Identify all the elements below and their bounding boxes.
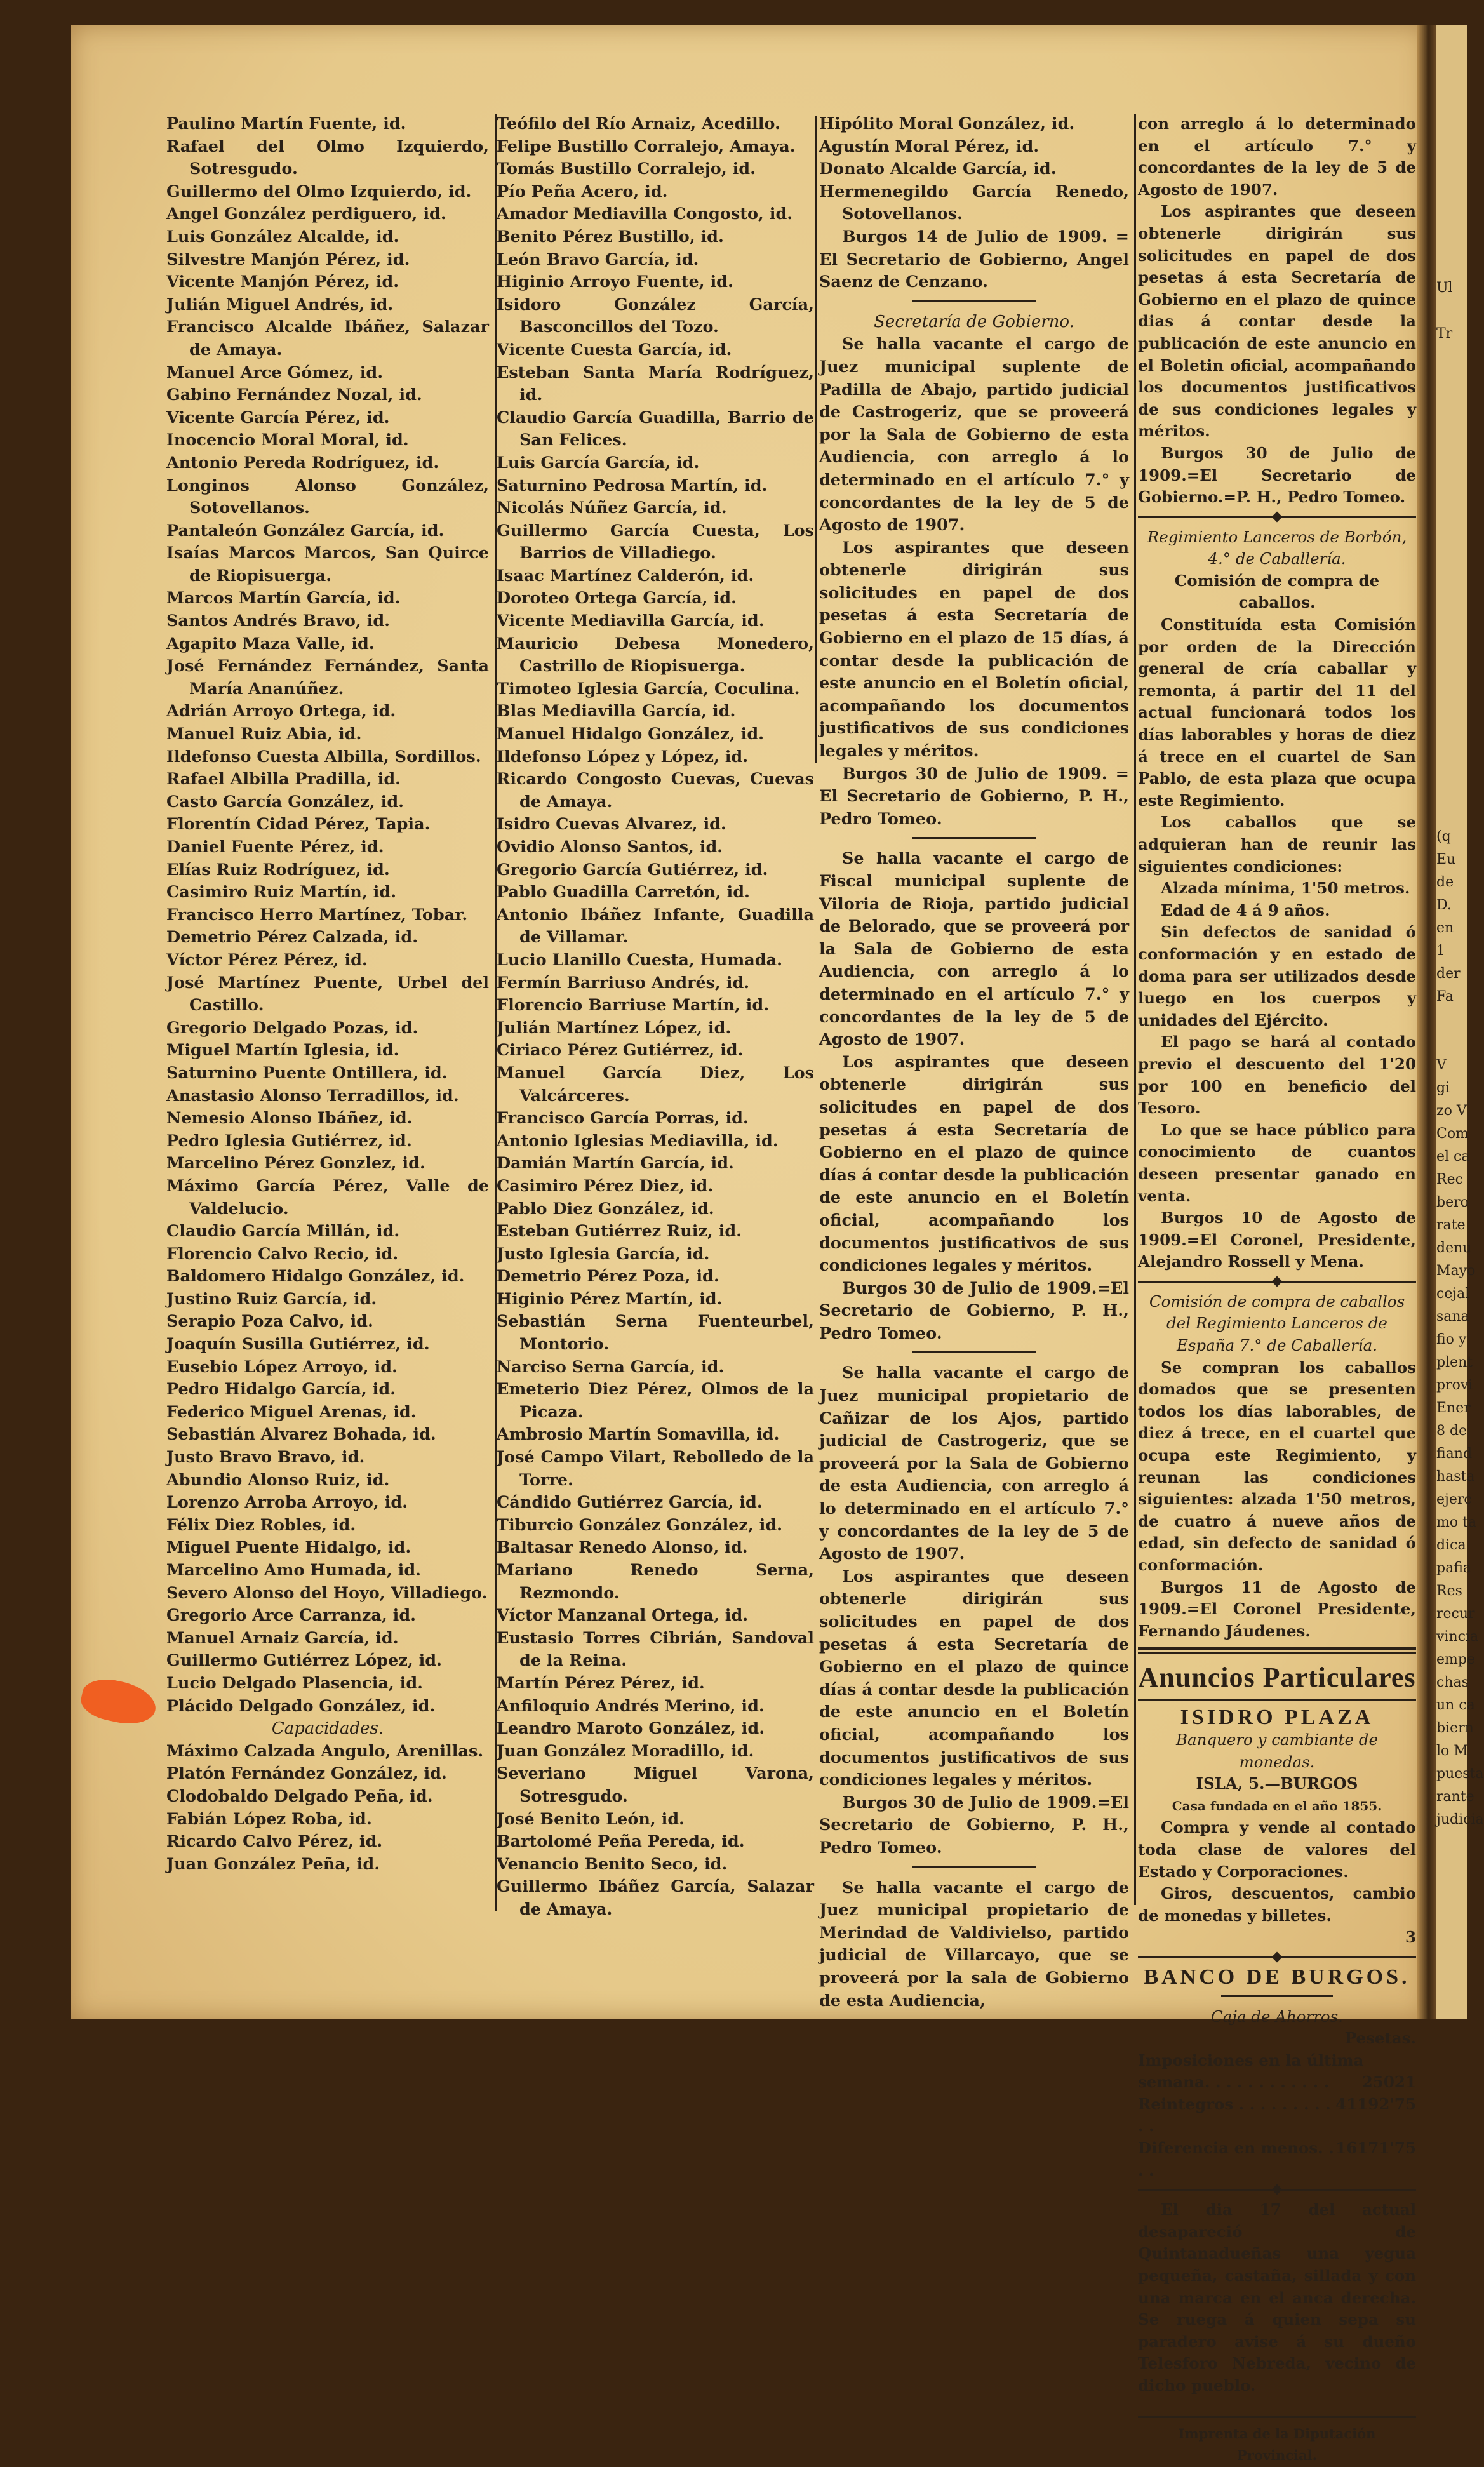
list-item: Adrián Arroyo Ortega, id. [166,702,396,721]
page-fragment [1436,1031,1467,1054]
page-fragment: mo ta [1436,1514,1477,1530]
list-item: Vicente Mediavilla García, id. [497,612,765,631]
paragraph: Sin defectos de sanidad ó conformación y en estado de doma para ser utilizados desde luego en los cuerpos y unidades del Ejército. [1138,923,1416,1029]
paragraph: Se halla vacante el cargo de Juez municipal propietario de Merindad de Valdivielso, partido judicial de Villarcayo, que se proveerá por la sala de Gobierno de esta Audiencia, [819,1878,1129,2010]
list-item: Doroteo Ortega García, id. [497,589,737,608]
paragraph: Burgos 14 de Julio de 1909. = El Secretario de Gobierno, Angel Saenz de Cenzano. [819,227,1129,292]
list-item: José Benito León, id. [497,1809,685,1829]
list-item: Saturnino Pedrosa Martín, id. [497,476,768,495]
printer-imprint: Imprenta de la Diputación Provincial. [1138,2416,1416,2467]
ornamental-divider [1138,1953,1416,1962]
list-item: Severiano Miguel Varona, Sotresgudo. [497,1764,814,1806]
list-item: Bartolomé Peña Pereda, id. [497,1832,745,1852]
list-item: Víctor Pérez Pérez, id. [166,950,368,970]
list-item: Manuel Arce Gómez, id. [166,363,384,382]
divider [912,1351,1036,1353]
list-item: Ciriaco Pérez Gutiérrez, id. [497,1041,744,1060]
list-item: José Campo Vilart, Rebolledo de la Torre. [497,1448,814,1490]
list-item: Gregorio Delgado Pozas, id. [166,1018,418,1038]
ledger-value: 16171'75 [1335,2139,1416,2158]
ornamental-divider [1138,2185,1416,2194]
page-fragment: Com [1436,1126,1469,1142]
page-fragment [1436,94,1467,117]
list-item: Manuel Ruiz Abia, id. [166,725,362,744]
list-item: Felipe Bustillo Corralejo, Amaya. [497,137,796,156]
paragraph: con arreglo á lo determinado en el artículo 7.° y concordantes de la ley de 5 de Agosto de 1907. [1138,114,1416,199]
list-item: Abundio Alonso Ruiz, id. [166,1470,390,1490]
list-item: José Martínez Puente, Urbel del Castillo. [166,973,489,1015]
list-item: Justino Ruiz García, id. [166,1289,377,1309]
page-fragment: Mayo [1436,1263,1476,1279]
page-fragment [1436,208,1467,231]
list-item: Agapito Maza Valle, id. [166,634,375,653]
section-heading: Caja de Ahorros. [1210,2007,1344,2026]
ledger-row [1138,2137,1416,2181]
page-fragment: 8 de [1436,1423,1467,1439]
list-item: Víctor Manzanal Ortega, id. [497,1606,749,1626]
page-fragment: chas [1436,1675,1469,1690]
paragraph: Se halla vacante el cargo de Juez municipal propietario de Cañizar de los Ajos, partido judicial de Castrogeriz, que se proveerá por la Sala de Gobierno de esta Audiencia, con arreglo á lo determinado en el artículo 7.° y concordantes de la ley de 5 de Agosto de 1907. [819,1363,1129,1564]
list-item: Florencio Calvo Recio, id. [166,1244,399,1264]
ledger-label: semana. . . . . . . . . . . . [1138,2073,1330,2092]
list-item: Amador Mediavilla Congosto, id. [497,204,793,224]
list-item: Francisco Alcalde Ibáñez, Salazar de Amaya. [166,318,489,359]
page-fragment [1436,48,1467,71]
page-fragment: Tr [1436,326,1453,342]
section-title: Anuncios Particulares [1138,1662,1416,1694]
page-fragment: puesta [1436,1766,1484,1782]
page-fragment: recur [1436,1606,1475,1622]
list-item: Máximo Calzada Angulo, Arenillas. [166,1741,484,1761]
list-item: Manuel Hidalgo González, id. [497,725,765,744]
list-item: Pablo Guadilla Carretón, id. [497,883,750,902]
page-fragment [1436,711,1467,734]
list-item: Juan González Peña, id. [166,1854,380,1874]
column-4 [1138,113,1416,2467]
divider [1221,1995,1332,1997]
paragraph: Constituída esta Comisión por orden de la Dirección general de cría caballar y remonta, á partir del 11 del actual funcionará todos los días laborables y horas de diez á trece en el cuartel de San Pablo, de esta plaza que ocupa este Regimiento. [1138,615,1416,810]
page-fragment [1436,780,1467,803]
list-item: Claudio García Millán, id. [166,1222,400,1241]
list-item: Tomás Bustillo Corralejo, id. [497,159,756,179]
page-fragment: 1 [1436,943,1445,959]
list-item: Gabino Fernández Nozal, id. [166,385,422,405]
section-heading: Capacidades. [271,1719,384,1739]
divider [912,837,1036,839]
page-binding [1417,25,1436,2019]
paragraph: Burgos 30 de Julio de 1909.=El Secretario de Gobierno, P. H., Pedro Tomeo. [819,1278,1129,1343]
ledger-label: Diferencia en menos. . . . [1138,2139,1334,2179]
list-item: Eustasio Torres Cibrián, Sandoval de la Reina. [497,1628,814,1671]
list-item: Benito Pérez Bustillo, id. [497,227,724,246]
list-item: Blas Mediavilla García, id. [497,702,736,721]
list-item: Isidro Cuevas Alvarez, id. [497,815,726,834]
page-fragment: un ca [1436,1697,1475,1713]
right-text: Pesetas. [1344,2029,1416,2048]
page-fragment: rante [1436,1789,1474,1805]
list-item: Pío Peña Acero, id. [497,182,668,201]
advert-title: ISIDRO PLAZA [1180,1706,1374,1730]
paragraph: El pago se hará al contado previo el descuento del 1'20 por 100 en beneficio del Tesoro. [1138,1033,1416,1118]
list-item: Baltasar Renedo Alonso, id. [497,1538,748,1558]
list-item: Ricardo Calvo Pérez, id. [166,1832,383,1852]
list-item: Elías Ruiz Rodríguez, id. [166,860,390,879]
page-fragment [1436,1008,1467,1031]
list-item: Casto García González, id. [166,792,404,812]
list-item: Luis González Alcalde, id. [166,227,399,246]
list-item: Nicolás Núñez García, id. [497,498,727,518]
list-item: Longinos Alonso González, Sotovellanos. [166,476,489,518]
list-item: Miguel Puente Hidalgo, id. [166,1538,411,1558]
list-item: Timoteo Iglesia García, Coculina. [497,679,800,699]
list-item: José Fernández Fernández, Santa María Ananúñez. [166,657,489,699]
list-item: Lorenzo Arroba Arroyo, id. [166,1493,408,1513]
page-fragment [1436,505,1467,528]
list-item: Saturnino Puente Ontillera, id. [166,1063,448,1083]
list-item: Vicente Cuesta García, id. [497,340,732,359]
list-item: Eusebio López Arroyo, id. [166,1357,398,1377]
list-item: Pablo Diez González, id. [497,1199,714,1219]
list-item: Máximo García Pérez, Valle de Valdelucio. [166,1176,489,1219]
founding-note: Casa fundada en el año 1855. [1172,1798,1382,1814]
list-item: Guillermo del Olmo Izquierdo, id. [166,182,472,201]
page-fragment: Eu [1436,852,1456,867]
ledger-row [1138,2071,1416,2094]
list-item: Fabián López Roba, id. [166,1809,372,1829]
page-fragment: V [1436,1057,1447,1073]
list-item: Vicente García Pérez, id. [166,408,390,427]
list-item: Ovidio Alonso Santos, id. [497,838,723,857]
column-3 [819,113,1129,2012]
ledger-value: 41192'75 [1335,2094,1416,2113]
list-item: Pantaleón González García, id. [166,521,445,540]
page-fragment: plent [1436,1354,1473,1370]
list-item: Rafael Albilla Pradilla, id. [166,770,401,789]
list-item: Esteban Santa María Rodríguez, id. [497,363,814,405]
list-item: Manuel García Diez, Los Valcárceres. [497,1063,814,1106]
list-item: Demetrio Pérez Poza, id. [497,1267,719,1287]
paragraph: Los caballos que se adquieran han de reunir las siguientes condiciones: [1138,813,1416,876]
page-fragment: de [1436,874,1454,890]
page-fragment: zo V [1436,1103,1467,1119]
page-fragment: fio y [1436,1332,1467,1347]
list-item: Venancio Benito Seco, id. [497,1854,728,1874]
list-item: Casimiro Ruiz Martín, id. [166,883,396,902]
page-fragment [1436,643,1467,665]
list-item: Donato Alcalde García, id. [819,159,1057,179]
ledger-label: Reintegros . . . . . . . . . . . [1138,2094,1331,2136]
list-item: Agustín Moral Pérez, id. [819,137,1039,156]
paragraph: Lo que se hace público para conocimiento de cuantos deseen presentar ganado en venta. [1138,1120,1416,1205]
list-item: Emeterio Diez Pérez, Olmos de la Picaza. [497,1380,814,1422]
list-item: Santos Andrés Bravo, id. [166,612,391,631]
page-fragment [1436,483,1467,505]
list-item: Julián Miguel Andrés, id. [166,295,394,314]
list-item: Sebastián Alvarez Bohada, id. [166,1425,436,1445]
list-item: Narciso Serna García, id. [497,1357,725,1377]
page-fragment [1436,345,1467,368]
page-fragment: judicia [1436,1812,1484,1828]
list-item: Mauricio Debesa Monedero, Castrillo de Riopisuerga. [497,634,814,676]
paragraph: El dia 17 del actual desapareció de Quintanadueñas una yegua pequeña, castaña, sillada y con una marca en el anca derecha. Se ruega á quien sepa su paradero avise á su dueño Telesforo Nebreda, vecino de dicho pueblo. [1138,2200,1416,2395]
list-item: Demetrio Pérez Calzada, id. [166,928,418,947]
list-item: Marcelino Amo Humada, id. [166,1561,422,1580]
page-fragment [1436,757,1467,780]
list-item: Florentín Cidad Pérez, Tapia. [166,815,431,834]
paragraph: Los aspirantes que deseen obtenerle dirigirán sus solicitudes en papel de dos pesetas á esta Secretaría de Gobierno en el plazo de quince días á contar desde la publicación de este anuncio en el Boletín oficial, acompañando los documentos justificativos de sus condiciones legales y méritos. [819,1567,1129,1790]
list-item: Higinio Pérez Martín, id. [497,1289,723,1309]
list-item: Antonio Ibáñez Infante, Guadilla de Villamar. [497,905,814,947]
list-item: Marcelino Pérez Gonzlez, id. [166,1154,425,1173]
list-item: Gregorio Arce Carranza, id. [166,1606,417,1626]
list-item: Luis García García, id. [497,453,700,472]
page-fragment: der [1436,966,1461,982]
list-item: Miguel Martín Iglesia, id. [166,1041,399,1060]
list-item: Antonio Iglesias Mediavilla, id. [497,1131,779,1151]
list-item: Teófilo del Río Arnaiz, Acedillo. [497,114,780,133]
right-text: 3 [1405,1928,1416,1947]
page-fragment: Rec [1436,1172,1463,1187]
paragraph: Los aspirantes que deseen obtenerle dirigirán sus solicitudes en papel de dos pesetas á esta Secretaría de Gobierno en el plazo de quince días á contar desde la publicación de este anuncio en el Boletín oficial, acompañando los documentos justificativos de sus condiciones legales y méritos. [819,1052,1129,1276]
page-fragment [1436,300,1467,323]
list-item: Serapio Poza Calvo, id. [166,1312,373,1332]
page-fragment [1436,71,1467,94]
list-item: Leandro Maroto González, id. [497,1719,765,1739]
list-item: Damián Martín García, id. [497,1154,734,1173]
paragraph: Compra y vende al contado toda clase de valores del Estado y Corporaciones. [1138,1818,1416,1881]
divider [1138,1699,1416,1701]
page-fragment: D. [1436,897,1452,913]
list-item: Antonio Pereda Rodríguez, id. [166,453,439,472]
page-fragment [1436,254,1467,277]
page-fragment: en [1436,920,1454,936]
list-item: Baldomero Hidalgo González, id. [166,1267,465,1287]
page-fragment [1436,597,1467,620]
page-fragment: hasta [1436,1469,1475,1485]
list-item: Severo Alonso del Hoyo, Villadiego. [166,1583,488,1603]
centered-text: Comisión de compra de caballos. [1174,571,1380,612]
list-item: Guillermo García Cuesta, Los Barrios de Villadiego. [497,521,814,563]
page-fragment [1436,140,1467,163]
page-fragment: el ca [1436,1149,1470,1165]
list-item: Ambrosio Martín Somavilla, id. [497,1425,780,1445]
page-fragment: empe [1436,1652,1475,1668]
page-fragment [1436,528,1467,551]
divider [912,1866,1036,1868]
list-item: Paulino Martín Fuente, id. [166,114,406,133]
page-fragment [1436,414,1467,437]
page-fragment: denu [1436,1240,1472,1256]
page-fragment: biern [1436,1720,1474,1736]
paragraph: Se halla vacante el cargo de Fiscal municipal suplente de Viloria de Rioja, partido judicial de Belorado, que se proveerá por la Sala de Gobierno de esta Audiencia, con arreglo á lo determinado en el artículo 7.° y concordantes de la ley de 5 de Agosto de 1907. [819,849,1129,1050]
page-fragment [1436,734,1467,757]
list-item: Hipólito Moral González, id. [819,114,1075,133]
list-item: Justo Iglesia García, id. [497,1244,710,1264]
section-heading: Comisión de compra de caballos del Regimiento Lanceros de España 7.° de Caballería. [1149,1292,1405,1355]
page-fragment: provi [1436,1377,1473,1393]
page-fragment [1436,25,1467,48]
section-heading: Banquero y cambiante de monedas. [1175,1730,1378,1771]
list-item: Higinio Arroyo Fuente, id. [497,272,733,292]
page-fragment [1436,368,1467,391]
list-item: Florencio Barriuse Martín, id. [497,996,770,1015]
page-fragment: cejal [1436,1286,1470,1302]
list-item: Lucio Llanillo Cuesta, Humada. [497,950,783,970]
list-item: Guillermo Ibáñez García, Salazar de Amaya. [497,1877,814,1919]
ornamental-divider [1138,512,1416,521]
divider [912,300,1036,302]
list-item: Clodobaldo Delgado Peña, id. [166,1786,433,1806]
list-item: Martín Pérez Pérez, id. [497,1673,705,1693]
list-item: Nemesio Alonso Ibáñez, id. [166,1109,413,1128]
page-fragment [1436,620,1467,643]
list-item: Gregorio García Gutiérrez, id. [497,860,768,879]
list-item: Ricardo Congosto Cuevas, Cuevas de Amaya. [497,770,814,812]
list-item: Marcos Martín García, id. [166,589,401,608]
page-fragment: rate [1436,1217,1466,1233]
list-item: Casimiro Pérez Diez, id. [497,1176,714,1196]
list-item: Pedro Hidalgo García, id. [166,1380,396,1400]
paragraph: Los aspirantes que deseen obtenerle dirigirán sus solicitudes en papel de dos pesetas á esta Secretaría de Gobierno en el plazo de quince dias á contar desde la publicación de este anuncio en el Boletin oficial, acompañando los documentos justificativos de sus condiciones legales y méritos. [1138,202,1416,441]
list-item: Pedro Iglesia Gutiérrez, id. [166,1131,412,1151]
ledger-value: 25021 [1361,2073,1416,2092]
paragraph: Burgos 30 de Julio de 1909.=El Secretario de Gobierno, P. H., Pedro Tomeo. [819,1793,1129,1857]
column-divider [815,116,817,763]
advert-title: BANCO DE BURGOS. [1144,1965,1410,1989]
list-item: León Bravo García, id. [497,250,699,269]
paragraph: Burgos 30 de Julio de 1909.=El Secretario de Gobierno.=P. H., Pedro Tomeo. [1138,443,1416,507]
list-item: Silvestre Manjón Pérez, id. [166,250,410,269]
page-fragment: Ul [1436,280,1453,296]
paragraph: Burgos 30 de Julio de 1909. = El Secretario de Gobierno, P. H., Pedro Tomeo. [819,764,1129,829]
ledger-row [1138,2094,1416,2137]
list-item: Juan González Moradillo, id. [497,1741,754,1761]
paragraph: Burgos 11 de Agosto de 1909.=El Coronel Presidente, Fernando Jáudenes. [1138,1577,1416,1640]
paragraph: Imposiciones en la última [1138,2050,1364,2069]
paragraph: Burgos 10 de Agosto de 1909.=El Coronel, Presidente, Alejandro Rossell y Mena. [1138,1208,1416,1271]
page-fragment: pafia [1436,1560,1471,1576]
section-heading: Regimiento Lanceros de Borbón, 4.° de Caballería. [1147,527,1407,568]
page-fragment [1436,231,1467,254]
list-item: Esteban Gutiérrez Ruiz, id. [497,1222,742,1241]
list-item: Fermín Barriuso Andrés, id. [497,973,750,993]
paragraph: Se halla vacante el cargo de Juez municipal suplente de Padilla de Abajo, partido judicial de Castrogeriz, que se proveerá por la Sala de Gobierno de esta Audiencia, con arreglo á lo determinado en el artículo 7.° y concordantes de la ley de 5 de Agosto de 1907. [819,335,1129,535]
ornamental-divider [1138,1277,1416,1286]
list-item: Ildefonso López y López, id. [497,747,749,766]
page-fragment: Fa [1436,989,1454,1005]
list-item: Mariano Renedo Serna, Rezmondo. [497,1561,814,1603]
page-fragment [1436,574,1467,597]
list-item: Félix Diez Robles, id. [166,1515,356,1535]
page-fragment [1436,551,1467,574]
page-fragment: vincia [1436,1629,1479,1645]
paragraph: Edad de 4 á 9 años. [1161,900,1330,919]
page-fragment: (q [1436,829,1451,845]
page-fragment [1436,665,1467,688]
paragraph: Se compran los caballos domados que se presenten todos los días laborables, de diez á trece, en el cuartel que ocupa este Regimiento, y reunan las condiciones siguientes: alzada 1'50 metros, de cuatro á nueve años de edad, sin defecto de sanidad ó conformación. [1138,1358,1416,1574]
paragraph: Giros, descuentos, cambio de monedas y billetes. [1138,1884,1416,1925]
list-item: Anastasio Alonso Terradillos, id. [166,1086,459,1106]
list-item: Daniel Fuente Pérez, id. [166,838,384,857]
list-item: Joaquín Susilla Gutiérrez, id. [166,1335,430,1354]
page-fragment: Ener [1436,1400,1471,1416]
list-item: Inocencio Moral Moral, id. [166,431,409,450]
double-divider [1138,1647,1416,1654]
page-fragment: lo M [1436,1743,1468,1759]
paragraph: Alzada mínima, 1'50 metros. [1161,879,1410,898]
list-item: Julián Martínez López, id. [497,1018,732,1038]
page-fragment [1436,117,1467,140]
page-fragment [1436,391,1467,414]
list-item: Angel González perdiguero, id. [166,204,446,224]
page-fragment [1436,185,1467,208]
section-heading: Secretaría de Gobierno. [874,312,1074,331]
page-fragment: gi [1436,1080,1450,1096]
list-item: Tiburcio González González, id. [497,1515,783,1535]
list-item: Isaías Marcos Marcos, San Quirce de Riopisuerga. [166,544,489,585]
column-1 [166,113,489,1876]
list-item: Isaac Martínez Calderón, id. [497,566,754,585]
list-item: Lucio Delgado Plasencia, id. [166,1673,424,1693]
paragraph: Los aspirantes que deseen obtenerle dirigirán sus solicitudes en papel de dos pesetas á esta Secretaría de Gobierno en el plazo de 15 días, á contar desde la publicación de este anuncio en el Boletín oficial, acompañando los documentos justificativos de sus condiciones legales y méritos. [819,538,1129,761]
list-item: Francisco Herro Martínez, Tobar. [166,905,468,925]
column-divider [1134,114,1136,1905]
page-fragment [1436,163,1467,185]
page-fragment: sana [1436,1309,1469,1325]
list-item: Platón Fernández González, id. [166,1764,447,1784]
list-item: Ildefonso Cuesta Albilla, Sordillos. [166,747,481,766]
list-item: Sebastián Serna Fuenteurbel, Montorio. [497,1312,814,1354]
page-fragment: dica [1436,1537,1466,1553]
list-item: Isidoro González García, Basconcillos del Tozo. [497,295,814,337]
list-item: Justo Bravo Bravo, id. [166,1448,365,1467]
list-item: Francisco García Porras, id. [497,1109,749,1128]
page-fragment [1436,688,1467,711]
page-fragment: fiand [1436,1446,1473,1462]
list-item: Manuel Arnaiz García, id. [166,1628,399,1648]
list-item: Cándido Gutiérrez García, id. [497,1493,763,1513]
list-item: Vicente Manjón Pérez, id. [166,272,399,292]
list-item: Hermenegildo García Renedo, Sotovellanos. [819,182,1129,224]
list-item: Federico Miguel Arenas, id. [166,1402,417,1422]
list-item: Rafael del Olmo Izquierdo, Sotresgudo. [166,137,489,179]
list-item: Anfiloquio Andrés Merino, id. [497,1696,765,1716]
list-item: Guillermo Gutiérrez López, id. [166,1651,442,1671]
list-item: Claudio García Guadilla, Barrio de San Felices. [497,408,814,450]
page-fragment: Res [1436,1583,1462,1599]
page-fragment [1436,803,1467,826]
page-fragment: bero [1436,1194,1469,1210]
page-fragment [1436,460,1467,483]
page-fragment: ejerc [1436,1492,1472,1508]
list-item: Plácido Delgado González, id. [166,1696,436,1716]
page-fragment [1436,437,1467,460]
centered-text: ISLA, 5.—BURGOS [1196,1774,1358,1793]
next-page-edge [1436,25,1484,2019]
column-2 [497,113,814,1922]
